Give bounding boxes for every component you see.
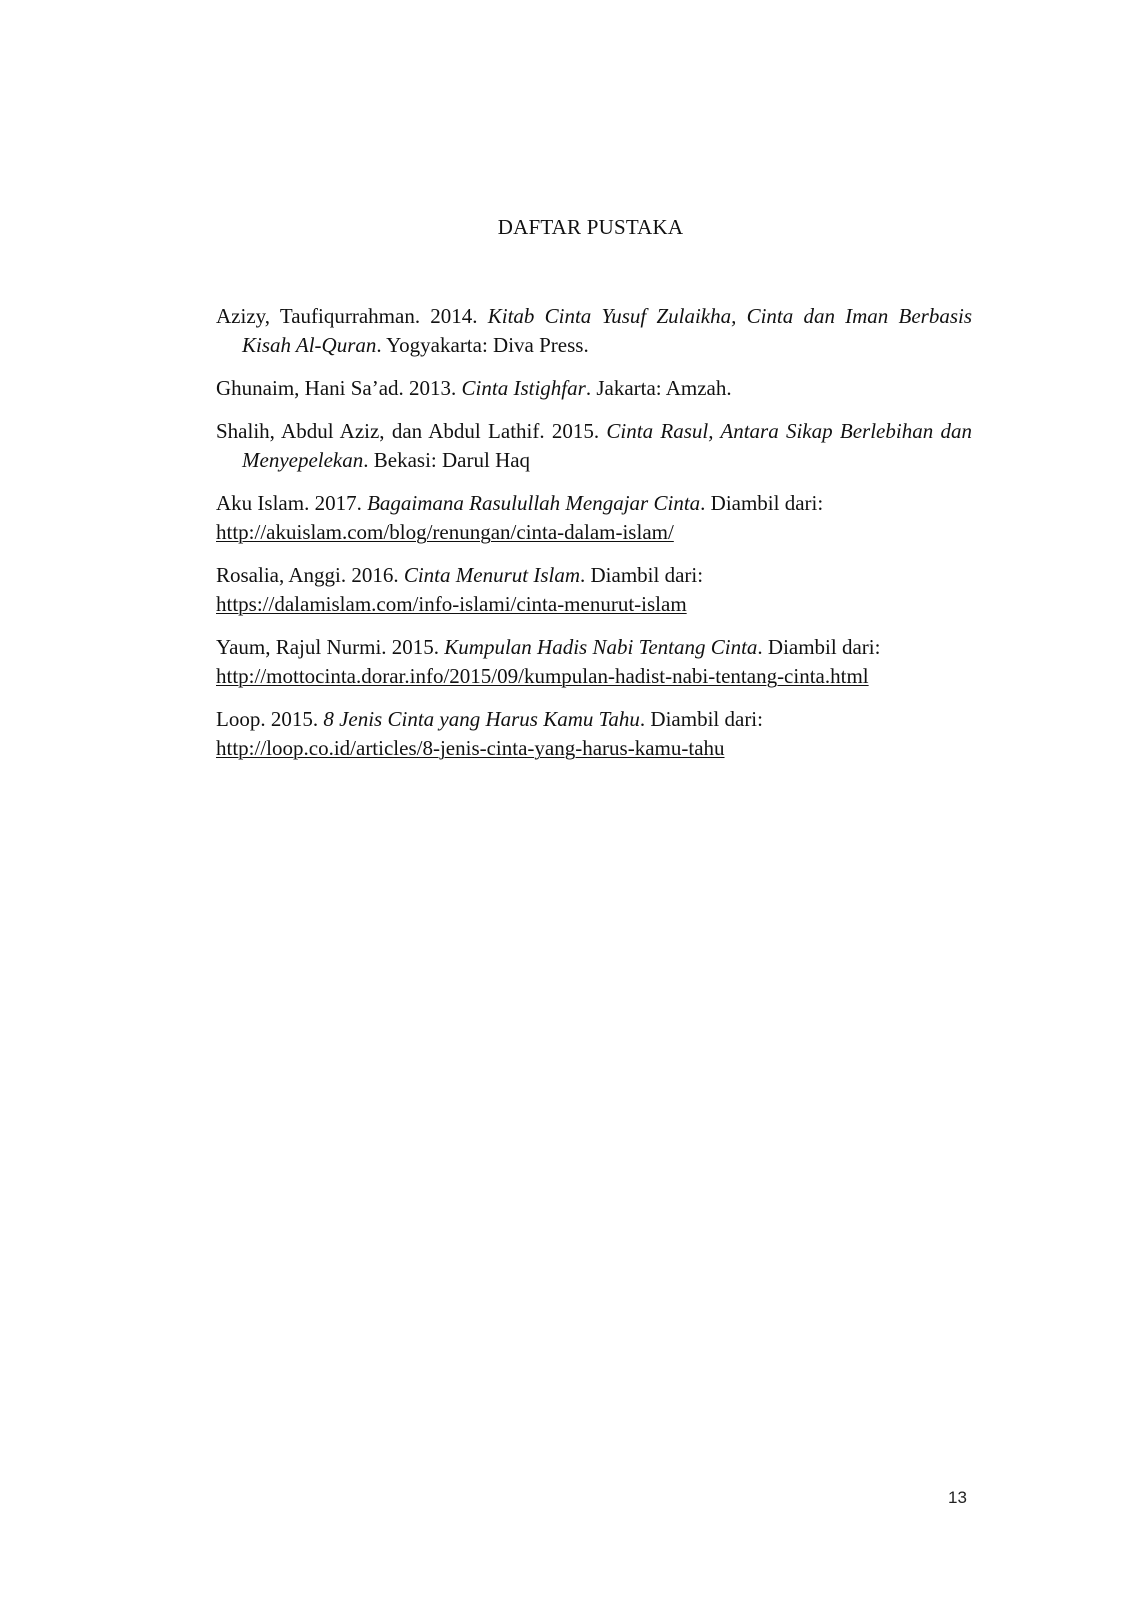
reference-title: Kitab Cinta Yusuf Zulaikha, Cinta dan Iman Berbasis Kisah Al-Quran	[242, 304, 972, 357]
reference-item	[216, 633, 972, 691]
page-title: DAFTAR PUSTAKA	[497, 215, 684, 239]
reference-item	[216, 561, 972, 619]
reference-title: Bagaimana Rasulullah Mengajar Cinta	[367, 491, 701, 515]
reference-publisher: . Yogyakarta: Diva Press.	[376, 333, 589, 357]
reference-author-year: Yaum, Rajul Nurmi. 2015.	[216, 635, 445, 659]
reference-source: . Diambil dari:	[639, 707, 763, 731]
reference-title: Cinta Istighfar	[461, 376, 586, 400]
reference-author-year: Azizy, Taufiqurrahman. 2014.	[216, 304, 488, 328]
reference-item	[216, 705, 972, 763]
reference-item	[216, 302, 972, 360]
reference-author-year: Aku Islam. 2017.	[216, 491, 368, 515]
reference-list	[216, 302, 972, 777]
reference-source: . Diambil dari:	[757, 635, 881, 659]
reference-author-year: Shalih, Abdul Aziz, dan Abdul Lathif. 2015.	[216, 419, 607, 443]
reference-source: . Diambil dari:	[580, 563, 704, 587]
reference-source: . Diambil dari:	[700, 491, 824, 515]
reference-item	[216, 417, 972, 475]
reference-title: Kumpulan Hadis Nabi Tentang Cinta	[444, 635, 758, 659]
reference-author-year: Ghunaim, Hani Sa’ad. 2013.	[216, 376, 462, 400]
reference-title: Cinta Rasul, Antara Sikap Berlebihan dan Menyepelekan	[242, 419, 972, 472]
reference-url-link[interactable]: http://mottocinta.dorar.info/2015/09/kumpulan-hadist-nabi-tentang-cinta.html	[216, 664, 869, 688]
reference-title: 8 Jenis Cinta yang Harus Kamu Tahu	[323, 707, 640, 731]
reference-author-year: Loop. 2015.	[216, 707, 324, 731]
reference-item	[216, 489, 972, 547]
reference-title: Cinta Menurut Islam	[403, 563, 581, 587]
reference-item	[216, 374, 972, 403]
reference-url-link[interactable]: http://akuislam.com/blog/renungan/cinta-dalam-islam/	[216, 520, 674, 544]
page-number: 13	[948, 1488, 967, 1507]
reference-publisher: . Jakarta: Amzah.	[585, 376, 732, 400]
reference-url-link[interactable]: http://loop.co.id/articles/8-jenis-cinta-yang-harus-kamu-tahu	[216, 736, 725, 760]
reference-publisher: . Bekasi: Darul Haq	[363, 448, 531, 472]
reference-author-year: Rosalia, Anggi. 2016.	[216, 563, 404, 587]
reference-url-link[interactable]: https://dalamislam.com/info-islami/cinta-menurut-islam	[216, 592, 687, 616]
